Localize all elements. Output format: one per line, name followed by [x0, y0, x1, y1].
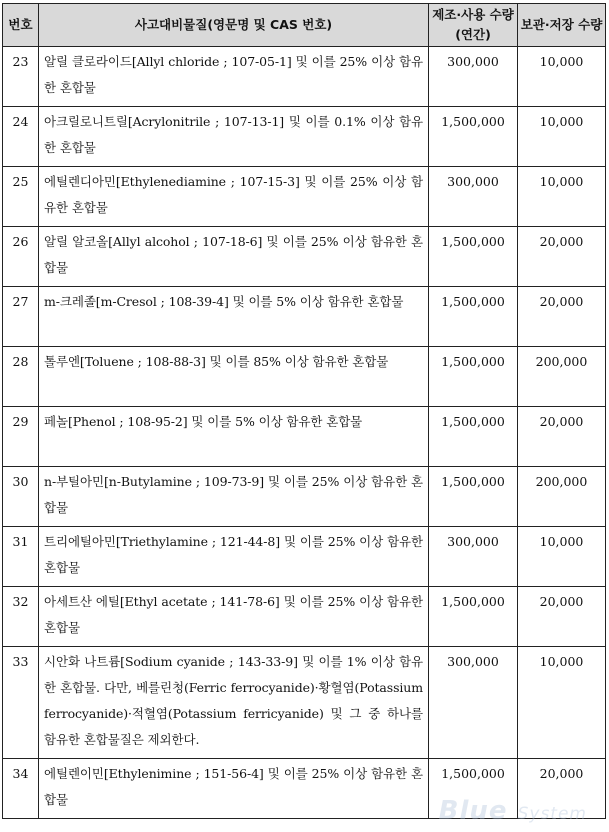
manufacture-quantity: 1,500,000 [429, 287, 518, 347]
manufacture-quantity: 1,500,000 [429, 467, 518, 527]
storage-quantity: 20,000 [518, 287, 606, 347]
row-number: 28 [3, 347, 39, 407]
storage-quantity: 200,000 [518, 467, 606, 527]
storage-quantity: 20,000 [518, 587, 606, 647]
manufacture-quantity: 300,000 [429, 527, 518, 587]
table-row [3, 227, 606, 287]
table-row [3, 527, 606, 587]
manufacture-quantity: 300,000 [429, 647, 518, 759]
table-row [3, 167, 606, 227]
header-manufacture-quantity: 제조·사용 수량(연간) [429, 4, 518, 47]
header-substance-name: 사고대비물질(영문명 및 CAS 번호) [39, 4, 429, 47]
table-row [3, 107, 606, 167]
manufacture-quantity: 1,500,000 [429, 227, 518, 287]
substance-name: 톨루엔[Toluene ; 108-88-3] 및 이를 85% 이상 함유한 혼합물 [39, 347, 429, 407]
header-no: 번호 [3, 4, 39, 47]
table-row [3, 287, 606, 347]
manufacture-quantity: 300,000 [429, 47, 518, 107]
table-row [3, 407, 606, 467]
watermark-suffix: System [517, 804, 587, 824]
substance-name: 아크릴로니트릴[Acrylonitrile ; 107-13-1] 및 이를 0.1% 이상 함유한 혼합물 [39, 107, 429, 167]
storage-quantity: 10,000 [518, 167, 606, 227]
row-number: 34 [3, 759, 39, 819]
table-header-row [3, 4, 606, 47]
substance-name: 알릴 클로라이드[Allyl chloride ; 107-05-1] 및 이를 25% 이상 함유한 혼합물 [39, 47, 429, 107]
table-row [3, 467, 606, 527]
table-row [3, 587, 606, 647]
row-number: 25 [3, 167, 39, 227]
header-storage-quantity: 보관·저장 수량 [518, 4, 606, 47]
row-number: 31 [3, 527, 39, 587]
table-row [3, 759, 606, 819]
manufacture-quantity: 1,500,000 [429, 587, 518, 647]
storage-quantity: 10,000 [518, 47, 606, 107]
storage-quantity: 20,000 [518, 759, 606, 819]
substance-name: 페놀[Phenol ; 108-95-2] 및 이를 5% 이상 함유한 혼합물 [39, 407, 429, 467]
row-number: 33 [3, 647, 39, 759]
substance-name: 에틸렌이민[Ethylenimine ; 151-56-4] 및 이를 25% 이상 함유한 혼합물 [39, 759, 429, 819]
substance-name: m-크레졸[m-Cresol ; 108-39-4] 및 이를 5% 이상 함유한 혼합물 [39, 287, 429, 347]
table-row [3, 647, 606, 759]
row-number: 26 [3, 227, 39, 287]
storage-quantity: 20,000 [518, 407, 606, 467]
substance-name: n-부틸아민[n-Butylamine ; 109-73-9] 및 이를 25% 이상 함유한 혼합물 [39, 467, 429, 527]
row-number: 29 [3, 407, 39, 467]
row-number: 27 [3, 287, 39, 347]
storage-quantity: 20,000 [518, 227, 606, 287]
row-number: 23 [3, 47, 39, 107]
manufacture-quantity: 1,500,000 [429, 347, 518, 407]
row-number: 32 [3, 587, 39, 647]
storage-quantity: 200,000 [518, 347, 606, 407]
storage-quantity: 10,000 [518, 527, 606, 587]
storage-quantity: 10,000 [518, 647, 606, 759]
manufacture-quantity: 1,500,000 [429, 407, 518, 467]
manufacture-quantity: 1,500,000 [429, 759, 518, 819]
watermark-brand: Blue [438, 796, 508, 826]
substance-name: 아세트산 에틸[Ethyl acetate ; 141-78-6] 및 이를 25% 이상 함유한 혼합물 [39, 587, 429, 647]
manufacture-quantity: 1,500,000 [429, 107, 518, 167]
substance-name: 시안화 나트륨[Sodium cyanide ; 143-33-9] 및 이를 1% 이상 함유한 혼합물. 다만, 베를린청(Ferric ferrocyanide)·황혈염(Potassium ferrocyanide)·적혈염(Potassium ferricyanide) 및 그 중 하나를 함유한 혼합물질은 제외한다. [39, 647, 429, 759]
substance-name: 알릴 알코올[Allyl alcohol ; 107-18-6] 및 이를 25% 이상 함유한 혼합물 [39, 227, 429, 287]
storage-quantity: 10,000 [518, 107, 606, 167]
row-number: 24 [3, 107, 39, 167]
row-number: 30 [3, 467, 39, 527]
substance-name: 트리에틸아민[Triethylamine ; 121-44-8] 및 이를 25% 이상 함유한 혼합물 [39, 527, 429, 587]
manufacture-quantity: 300,000 [429, 167, 518, 227]
substance-name: 에틸렌디아민[Ethylenediamine ; 107-15-3] 및 이를 25% 이상 함유한 혼합물 [39, 167, 429, 227]
table-row [3, 347, 606, 407]
table-row [3, 47, 606, 107]
hazardous-substances-table [2, 3, 606, 819]
